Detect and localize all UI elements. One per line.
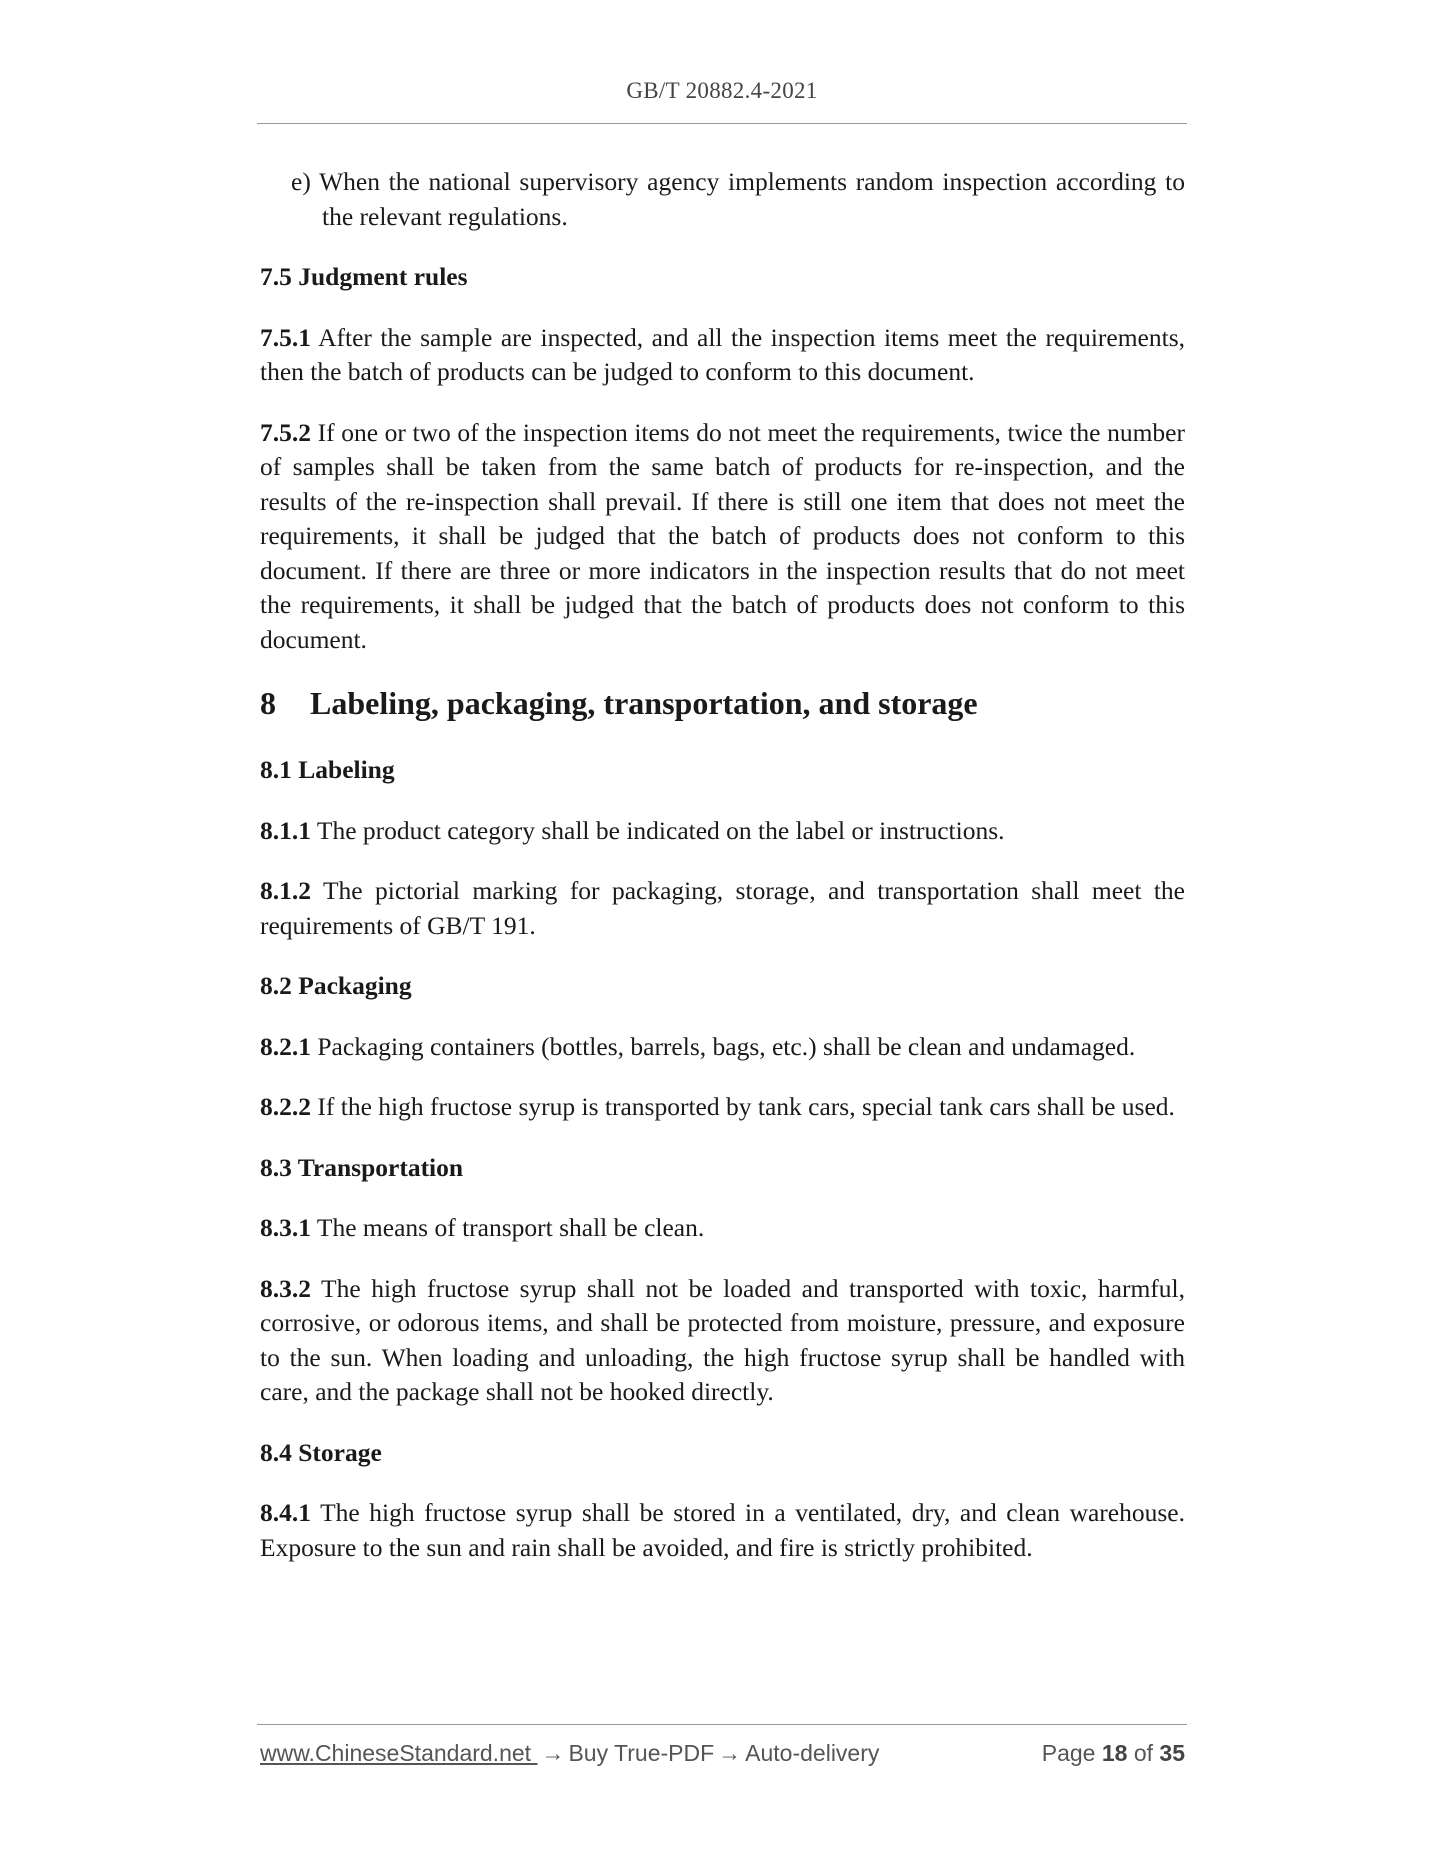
page-of-label: of <box>1133 1740 1154 1766</box>
clause-text: The means of transport shall be clean. <box>311 1213 705 1242</box>
clause-text: If one or two of the inspection items do not meet the requirements, twice the number of samples shall be taken from the same batch of products for re-inspection, and the results of the re-inspection shall prevail. If there is still one item that does not meet the requirements, it shall be judged that the batch of products does not conform to this document. If there are three or more indicators in the inspection results that do not meet the requirements, it shall be judged that the batch of products does not conform to this document. <box>260 417 1185 654</box>
clause-8-1-2 <box>260 874 1185 943</box>
clause-text: The high fructose syrup shall be stored in a ventilated, dry, and clean warehouse. Exposure to the sun and rain shall be avoided, and fire is strictly prohibited. <box>260 1498 1185 1562</box>
clause-number: 7.5.1 <box>260 322 311 352</box>
clause-8-2-1 <box>260 1030 1185 1065</box>
clause-number: 8.2.1 <box>260 1031 311 1061</box>
clause-number: 8.2.2 <box>260 1092 311 1121</box>
arrow-right-icon: → <box>718 1740 742 1766</box>
header-divider <box>257 123 1187 124</box>
section-7-5-heading: 7.5 Judgment rules <box>260 262 468 291</box>
clause-8-3-2 <box>260 1272 1185 1410</box>
clause-8-2-2 <box>260 1090 1185 1125</box>
clause-number: 8.3.1 <box>260 1213 311 1242</box>
clause-8-1-1 <box>260 814 1185 849</box>
clause-7-5-1 <box>260 321 1185 390</box>
footer-divider <box>257 1724 1187 1725</box>
clause-number: 8.1.2 <box>260 876 311 905</box>
section-8-3-heading: 8.3 Transportation <box>260 1152 464 1182</box>
clause-text: After the sample are inspected, and all the inspection items meet the requirements, then the batch of products can be judged to conform to this document. <box>260 322 1185 386</box>
section-title: Labeling, packaging, transportation, and storage <box>310 685 978 721</box>
page-footer <box>260 1740 1185 1767</box>
page-header: GB/T 20882.4-2021 <box>626 78 818 103</box>
buy-pdf-text: Buy True-PDF <box>568 1740 715 1766</box>
page-label: Page <box>1041 1740 1096 1766</box>
page-current: 18 <box>1101 1740 1128 1766</box>
list-item-e: e) When the national supervisory agency implements random inspection according to the relevant regulations. <box>291 167 1185 231</box>
page-total: 35 <box>1159 1740 1185 1766</box>
clause-8-3-1 <box>260 1211 1185 1246</box>
clause-text: Packaging containers (bottles, barrels, bags, etc.) shall be clean and undamaged. <box>311 1031 1136 1061</box>
clause-number: 8.4.1 <box>260 1498 311 1527</box>
clause-text: The high fructose syrup shall not be loaded and transported with toxic, harmful, corrosive, or odorous items, and shall be protected from moisture, pressure, and exposure to the sun. When loading and unloading, the high fructose syrup shall be handled with care, and the package shall not be hooked directly. <box>260 1273 1185 1406</box>
clause-number: 7.5.2 <box>260 417 311 447</box>
page-number <box>1042 1740 1185 1767</box>
section-number: 8 <box>260 685 276 721</box>
section-8-2-heading: 8.2 Packaging <box>260 971 412 1000</box>
section-8-1-heading: 8.1 Labeling <box>260 755 395 784</box>
section-8-heading <box>260 683 1185 723</box>
document-body <box>260 165 1185 1591</box>
clause-8-4-1 <box>260 1496 1185 1565</box>
clause-7-5-2 <box>260 416 1185 658</box>
section-8-4-heading: 8.4 Storage <box>260 1437 382 1467</box>
clause-number: 8.3.2 <box>260 1273 311 1303</box>
clause-text: If the high fructose syrup is transported by tank cars, special tank cars shall be used. <box>311 1092 1175 1121</box>
clause-number: 8.1.1 <box>260 815 311 845</box>
auto-delivery-text: Auto-delivery <box>745 1740 880 1766</box>
arrow-right-icon: → <box>541 1740 565 1766</box>
clause-text: The pictorial marking for packaging, storage, and transportation shall meet the requirements of GB/T 191. <box>260 876 1185 940</box>
website-link[interactable]: www.ChineseStandard.net <box>260 1740 538 1766</box>
clause-text: The product category shall be indicated on the label or instructions. <box>311 815 1005 845</box>
